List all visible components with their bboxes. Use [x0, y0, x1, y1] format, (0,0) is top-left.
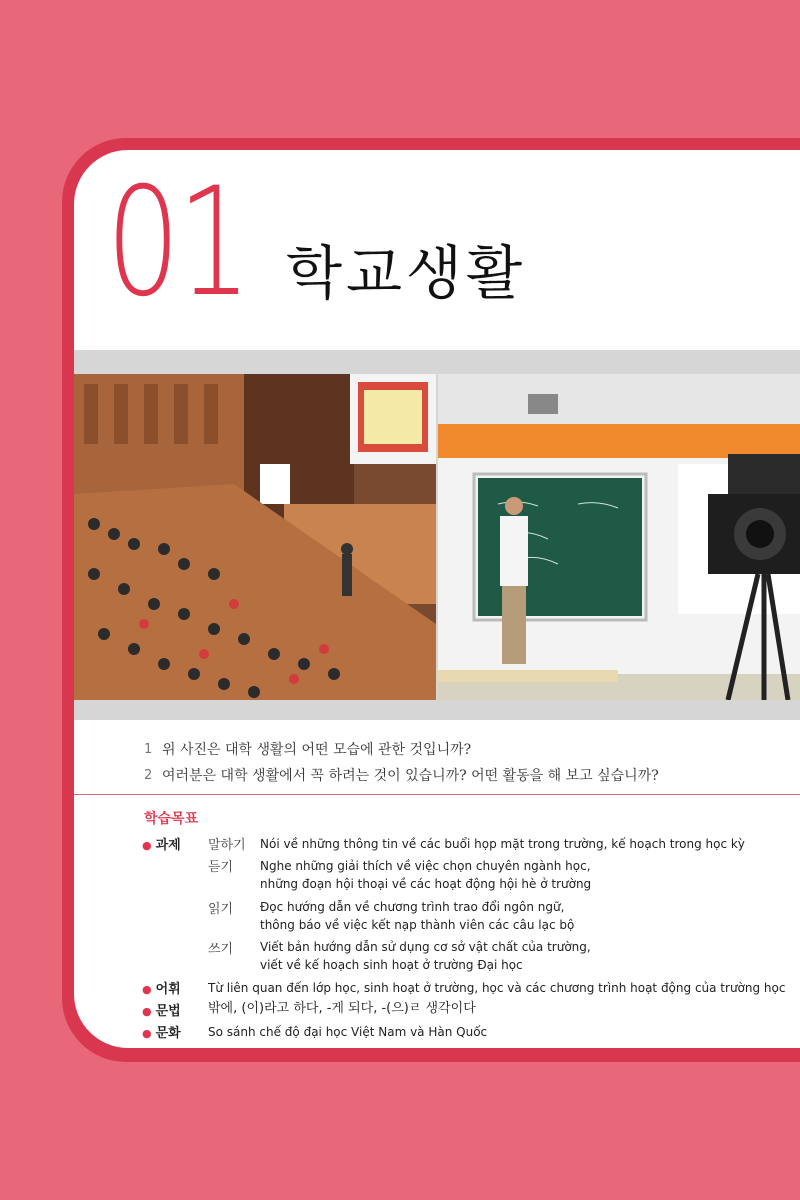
- objectives-title: 학습목표: [144, 811, 199, 827]
- tasks-heading: [142, 834, 181, 853]
- grammar-text: 밖에, (이)라고 하다, -게 되다, -(으)ㄹ 생각이다: [208, 1001, 476, 1016]
- question-text: 위 사진은 대학 생활의 어떤 모습에 관한 것입니까?: [162, 742, 472, 758]
- question-number: 1: [144, 741, 153, 757]
- question-item: [144, 736, 659, 762]
- bullet-icon: ●: [142, 1005, 152, 1018]
- task-label-reading: 읽기: [208, 902, 234, 917]
- task-label-listening: 듣기: [208, 860, 234, 875]
- page-card: [74, 150, 800, 1048]
- tasks-label: 과제: [155, 838, 181, 853]
- question-text: 여러분은 대학 생활에서 꼭 하려는 것이 있습니까? 어떤 활동을 해 보고 싶습니까?: [162, 768, 659, 784]
- task-text-listening: [260, 857, 800, 893]
- task-line: những đoạn hội thoại về các hoạt động hội hè ở trường: [260, 877, 592, 891]
- task-label-writing: 쓰기: [208, 942, 234, 957]
- task-line: thông báo về việc kết nạp thành viên các câu lạc bộ: [260, 918, 575, 932]
- vocab-text: Từ liên quan đến lớp học, sinh hoạt ở trường, học và các chương trình hoạt động của trường học: [208, 981, 786, 995]
- chapter-title: 학교생활: [286, 239, 527, 307]
- lecture-hall-photo: [74, 374, 436, 700]
- vocab-row: [142, 978, 181, 997]
- vocab-label: 어휘: [155, 982, 181, 997]
- photo-band: [74, 350, 800, 720]
- question-item: [144, 762, 659, 788]
- bullet-icon: ●: [142, 1027, 152, 1040]
- culture-text: So sánh chế độ đại học Việt Nam và Hàn Quốc: [208, 1025, 488, 1039]
- task-line: viết về kế hoạch sinh hoạt ở trường Đại học: [260, 958, 523, 972]
- bullet-icon: ●: [142, 983, 152, 996]
- culture-label: 문화: [155, 1026, 181, 1041]
- bullet-icon: ●: [142, 839, 152, 852]
- grammar-row: [142, 1000, 181, 1019]
- task-label-speaking: 말하기: [208, 838, 246, 853]
- task-text-writing: [260, 938, 800, 974]
- task-line: Đọc hướng dẫn về chương trình trao đổi ngôn ngữ,: [260, 900, 565, 914]
- task-text-reading: [260, 898, 800, 934]
- culture-row: [142, 1022, 181, 1041]
- task-text-speaking: [260, 835, 800, 853]
- section-divider: [74, 794, 800, 795]
- classroom-photo: [438, 374, 800, 700]
- grammar-label: 문법: [155, 1004, 181, 1019]
- task-line: Viết bản hướng dẫn sử dụng cơ sở vật chất của trường,: [260, 940, 591, 954]
- discussion-questions: [144, 736, 659, 788]
- chapter-number: 01: [106, 156, 249, 330]
- task-line: Nói về những thông tin về các buổi họp mặt trong trường, kế hoạch trong học kỳ: [260, 837, 745, 851]
- question-number: 2: [144, 767, 153, 783]
- task-line: Nghe những giải thích về việc chọn chuyên ngành học,: [260, 859, 591, 873]
